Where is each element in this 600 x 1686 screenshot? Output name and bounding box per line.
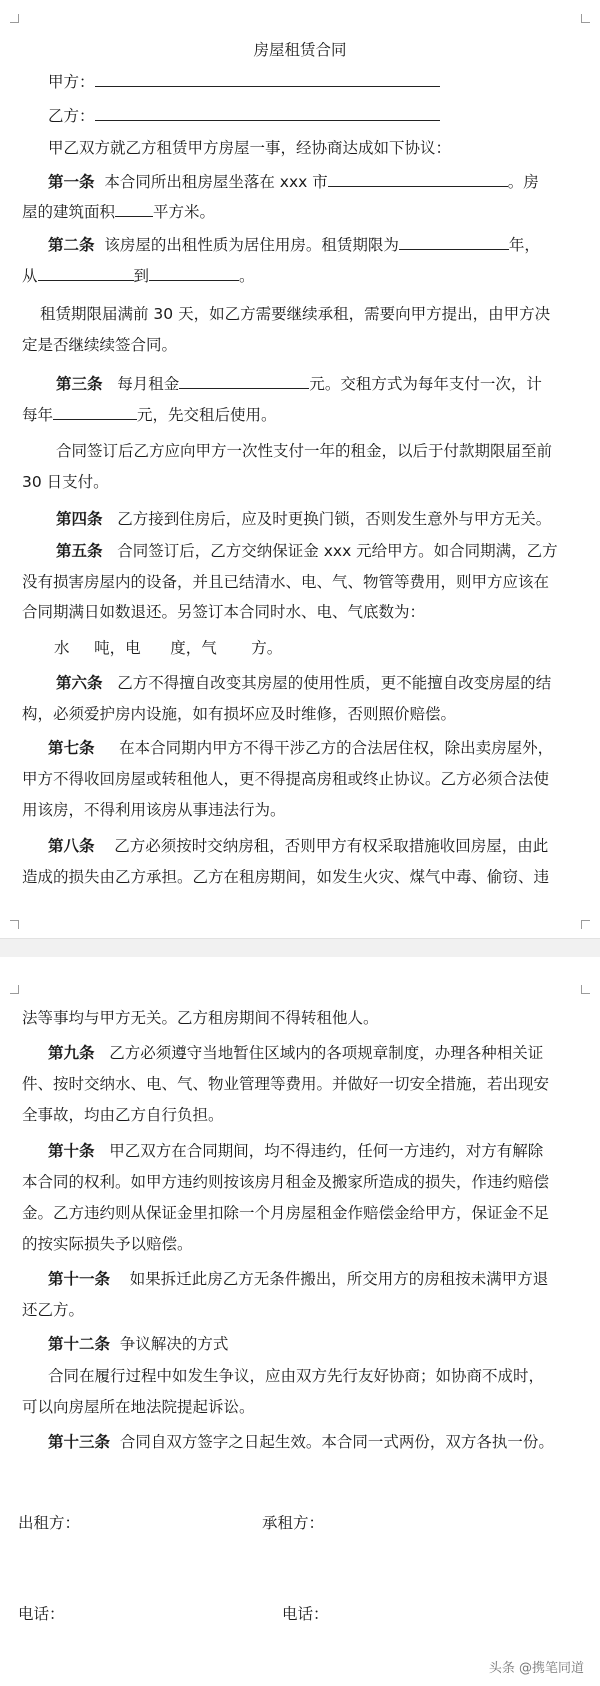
article-3-line-2: 每年 元，先交租后使用。 <box>22 403 277 426</box>
article-heading: 第三条 <box>56 375 103 393</box>
page-corner-mark <box>581 985 590 994</box>
start-date-blank <box>38 264 134 281</box>
article-5-line-1: 第五条 合同签订后，乙方交纳保证金 xxx 元给甲方。如合同期满，乙方 <box>56 542 558 560</box>
page-corner-mark <box>581 14 590 23</box>
article-6-line-1: 第六条 乙方不得擅自改变其房屋的使用性质，更不能擅自改变房屋的结 <box>56 674 552 692</box>
article-10-line-1: 第十条 甲乙双方在合同期间，均不得违约，任何一方违约，对方有解除 <box>48 1142 544 1160</box>
article-heading: 第六条 <box>56 674 103 692</box>
renewal-line-1: 租赁期限届满前 30 天，如乙方需要继续承租，需要向甲方提出，由甲方决 <box>40 305 551 323</box>
party-a-blank <box>95 70 440 87</box>
party-a-label: 甲方： <box>48 73 95 91</box>
article-11-line-2: 还乙方。 <box>22 1301 85 1319</box>
page-corner-mark <box>581 920 590 929</box>
lessee-signature-label: 承租方： <box>262 1514 325 1532</box>
article-heading: 第二条 <box>48 236 95 254</box>
party-b-line <box>48 104 440 127</box>
article-heading: 第八条 <box>48 837 95 855</box>
article-10-line-4: 的按实际损失予以赔偿。 <box>22 1235 193 1253</box>
party-b-label: 乙方： <box>48 107 95 125</box>
article-12: 第十二条 争议解决的方式 <box>48 1335 229 1353</box>
article-9-line-3: 全事故，均由乙方自行负担。 <box>22 1106 224 1124</box>
end-date-blank <box>149 264 239 281</box>
article-8-line-3: 法等事均与甲方无关。乙方租房期间不得转租他人。 <box>22 1009 379 1027</box>
page-corner-mark <box>10 920 19 929</box>
payment-line-1: 合同签订后乙方应向甲方一次性支付一年的租金，以后于付款期限届至前 <box>56 442 553 460</box>
intro-text: 甲乙双方就乙方租赁甲方房屋一事，经协商达成如下协议： <box>48 139 452 157</box>
article-2-line-1: 第二条 该房屋的出租性质为居住用房。租赁期限为 年， <box>48 233 540 256</box>
dispute-line-1: 合同在履行过程中如发生争议，应由双方先行友好协商；如协商不成时， <box>48 1367 545 1385</box>
article-heading: 第十三条 <box>48 1433 111 1451</box>
article-9-line-2: 件、按时交纳水、电、气、物业管理等费用。并做好一切安全措施，若出现安 <box>22 1075 550 1093</box>
location-blank <box>328 170 508 187</box>
article-heading: 第四条 <box>56 510 103 528</box>
article-7-line-3: 用该房，不得利用该房从事违法行为。 <box>22 801 286 819</box>
article-heading: 第十一条 <box>48 1270 111 1288</box>
term-years-blank <box>399 233 509 250</box>
dispute-line-2: 可以向房屋所在地法院提起诉讼。 <box>22 1398 255 1416</box>
article-7-line-2: 甲方不得收回房屋或转租他人，更不得提高房租或终止协议。乙方必须合法使 <box>22 770 550 788</box>
meter-readings: 水 吨，电 度，气 方。 <box>54 639 283 657</box>
contract-page-2 <box>0 957 600 1686</box>
article-1-line-1: 第一条 本合同所出租房屋坐落在 xxx 市 。房 <box>48 170 539 193</box>
article-5-line-3: 合同期满日如数退还。另签订本合同时水、电、气底数为： <box>22 603 426 621</box>
article-2-line-2: 从 到 。 <box>22 264 255 287</box>
article-5-line-2: 没有损害房屋内的设备，并且已结清水、电、气、物管等费用，则甲方应该在 <box>22 573 550 591</box>
article-1-line-2: 屋的建筑面积 平方米。 <box>22 200 215 223</box>
article-7-line-1: 第七条 在本合同期内甲方不得干涉乙方的合法居住权，除出卖房屋外， <box>48 739 554 757</box>
lessor-signature-label: 出租方： <box>18 1514 81 1532</box>
article-3-line-1: 第三条 每月租金 元。交租方式为每年支付一次，计 <box>56 372 542 395</box>
article-heading: 第一条 <box>48 173 95 191</box>
party-b-blank <box>95 104 440 121</box>
party-a-line <box>48 70 440 93</box>
article-heading: 第十条 <box>48 1142 95 1160</box>
lessor-phone-label: 电话： <box>18 1605 65 1623</box>
page-corner-mark <box>10 985 19 994</box>
article-9-line-1: 第九条 乙方必须遵守当地暂住区域内的各项规章制度，办理各种相关证 <box>48 1044 544 1062</box>
article-8-line-2: 造成的损失由乙方承担。乙方在租房期间，如发生火灾、煤气中毒、偷窃、违 <box>22 868 550 886</box>
article-heading: 第十二条 <box>48 1335 111 1353</box>
lessee-phone-label: 电话： <box>282 1605 329 1623</box>
page-break <box>0 938 600 958</box>
monthly-rent-blank <box>179 372 309 389</box>
article-6-line-2: 构，必须爱护房内设施，如有损坏应及时维修，否则照价赔偿。 <box>22 705 457 723</box>
article-heading: 第七条 <box>48 739 95 757</box>
area-blank <box>115 200 153 217</box>
article-13: 第十三条 合同自双方签字之日起生效。本合同一式两份，双方各执一份。 <box>48 1433 554 1451</box>
article-heading: 第五条 <box>56 542 103 560</box>
article-heading: 第九条 <box>48 1044 95 1062</box>
article-11-line-1: 第十一条 如果拆迁此房乙方无条件搬出，所交用方的房租按未满甲方退 <box>48 1270 549 1288</box>
article-10-line-3: 金。乙方违约则从保证金里扣除一个月房屋租金作赔偿金给甲方，保证金不足 <box>22 1204 550 1222</box>
watermark: 头条 @携笔同道 <box>488 1661 584 1676</box>
page-corner-mark <box>10 14 19 23</box>
annual-rent-blank <box>53 403 137 420</box>
article-8-line-1: 第八条 乙方必须按时交纳房租，否则甲方有权采取措施收回房屋，由此 <box>48 837 549 855</box>
payment-line-2: 30 日支付。 <box>22 473 109 491</box>
article-10-line-2: 本合同的权利。如甲方违约则按该房月租金及搬家所造成的损失，作违约赔偿 <box>22 1173 550 1191</box>
article-4: 第四条 乙方接到住房后，应及时更换门锁，否则发生意外与甲方无关。 <box>56 510 552 528</box>
document-title: 房屋租赁合同 <box>253 41 347 59</box>
renewal-line-2: 定是否继续续签合同。 <box>22 336 178 354</box>
